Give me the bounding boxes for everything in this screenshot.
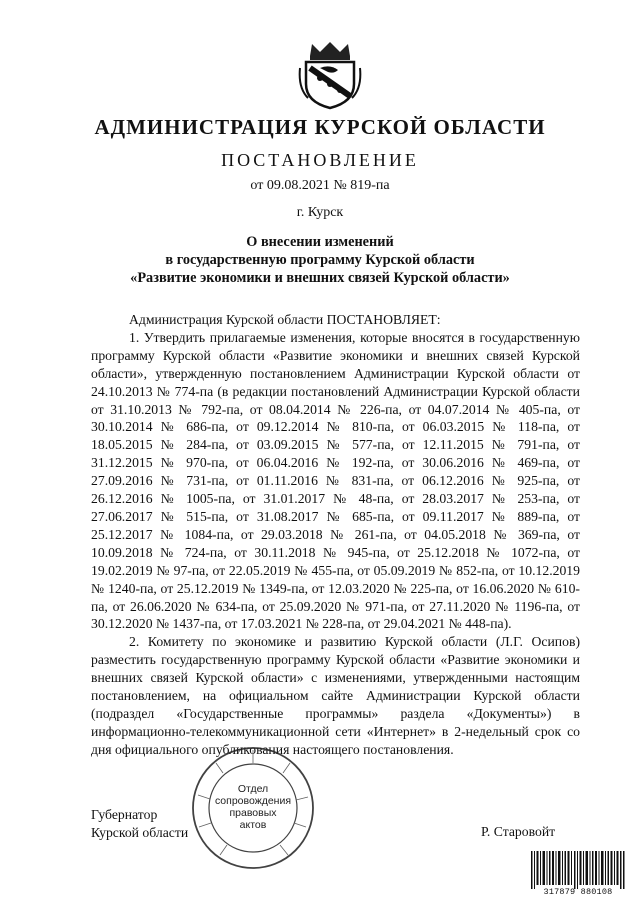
signatory-title [91,806,188,842]
body-item-1: 1. Утвердить прилагаемые изменения, которые вносятся в государственную программу Курской области «Развитие экономики и внешних связей Курской области», утвержденную постановлением Администрации Курской области от 24.10.2013 № 774-па (в редакции постановлений Администрации Курской области от 31.10.2013 № 792-па, от 08.04.2014 № 226-па, от 04.07.2014 № 405-па, от 30.10.2014 № 686-па, от 09.12.2014 № 810-па, от 06.03.2015 № 118-па, от 18.05.2015 № 284-па, от 03.09.2015 № 577-па, от 12.11.2015 № 791-па, от 31.12.2015 № 970-па, от 06.04.2016 № 192-па, от 30.06.2016 № 469-па, от 27.09.2016 № 731-па, от 01.11.2016 № 831-па, от 06.12.2016 № 925-па, от 26.12.2016 № 1005-па, от 31.01.2017 № 48-па, от 28.03.2017 № 253-па, от 27.06.2017 № 515-па, от 31.08.2017 № 685-па, от 09.11.2017 № 889-па, от 25.12.2017 № 1084-па, от 29.03.2018 № 261-па, от 04.05.2018 № 369-па, от 10.09.2018 № 724-па, от 30.11.2018 № 945-па, от 25.12.2018 № 1072-па, от 19.02.2019 № 97-па, от 22.05.2019 № 455-па, от 05.09.2019 № 852-па, от 10.12.2019 № 1240-па, от 25.12.2019 № 1349-па, от 12.03.2020 № 225-па, от 16.06.2020 № 610-па, от 26.06.2020 № 634-па, от 25.09.2020 № 971-па, от 27.11.2020 № 1196-па, от 30.12.2020 № 1437-па, от 17.03.2021 № 228-па, от 29.04.2021 № 448-па). [91,329,580,632]
stamp-line: Отдел [237,783,269,795]
barcode-number: 317879 880108 [543,887,613,897]
body-intro: Администрация Курской области ПОСТАНОВЛЯЕТ: [129,312,441,327]
stamp-line: сопровождения [214,795,292,807]
stamp-line: актов [239,819,267,831]
subject-line: «Развитие экономики и внешних связей Курской области» [130,270,510,286]
organization-title: АДМИНИСТРАЦИЯ КУРСКОЙ ОБЛАСТИ [94,115,546,139]
document-city: г. Курск [296,205,344,220]
body-item-2: 2. Комитету по экономике и развитию Курской области (Л.Г. Осипов) разместить государственную программу Курской области «Развитие экономики и внешних связей Курской области» с изменениями, утвержденными настоящим постановлением, на официальном сайте Администрации Курской области (подраздел «Государственные программы» раздела «Документы») в информационно-телекоммуникационной сети «Интернет» в 2-недельный срок со дня официального опубликования настоящего постановления. [91,634,580,757]
document-subject [0,233,640,287]
subject-line: О внесении изменений [246,234,394,250]
subject-line: в государственную программу Курской области [165,252,475,268]
signatory-title-line: Курской области [91,825,189,840]
document-body [91,311,580,759]
barcode-icon [531,851,625,889]
stamp-center-text [190,783,316,831]
document-type: ПОСТАНОВЛЕНИЕ [221,150,419,170]
document-date-number: от 09.08.2021 № 819-па [250,178,390,193]
signatory-name: Р. Старовойт [481,824,556,839]
signatory-title-line: Губернатор [91,807,158,822]
kursk-coat-of-arms-icon [298,38,362,110]
stamp-line: правовых [229,807,277,819]
